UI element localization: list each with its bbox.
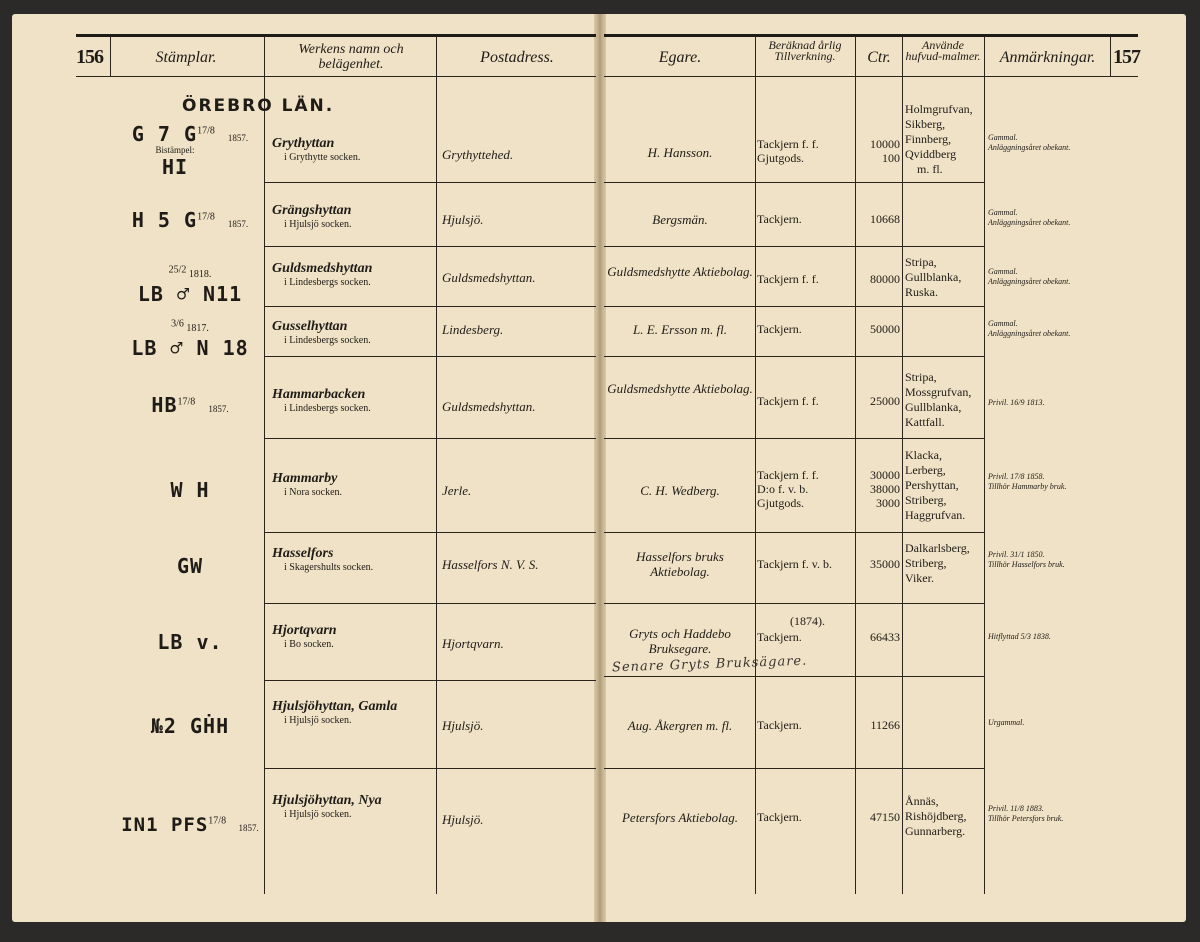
header-rule-right [604,76,1138,77]
header-mfg: Beräknad årlig Tillverkning. [768,38,842,63]
row-rule [604,182,984,183]
post-cell: Hasselfors N. V. S. [442,557,539,572]
header-ctr: Ctr. [867,49,891,66]
works-cell: Hammarby i Nora socken. [272,471,343,498]
notes-cell: Gammal. Anläggningsåret obekant. [988,319,1071,338]
stamp-mark: №2 GḢH [150,714,230,738]
ctr-cell: 80000 [870,272,900,286]
mfg-cell: Tackjern. [757,810,802,824]
post-cell: Hjortqvarn. [442,636,504,651]
mfg-cell: Tackjern. [757,212,802,226]
works-cell: Guldsmedshyttan i Lindesbergs socken. [272,261,373,288]
mfg-cell: Tackjern. [757,322,802,336]
header-ores: Använde hufvud-malmer. [905,38,981,63]
col-line [1110,36,1111,76]
notes-cell: Gammal. Anläggningsåret obekant. [988,208,1071,227]
owner-cell: Aug. Åkergren m. fl. [627,718,733,733]
ores-cell: Dalkarlsberg, Striberg, Viker. [905,541,970,585]
works-cell: Hjulsjöhyttan, Nya i Hjulsjö socken. [272,793,382,820]
notes-cell: Privil. 31/1 1850. Tillhör Hasselfors bruk. [988,550,1065,569]
post-cell: Hjulsjö. [442,212,484,227]
row-rule [264,768,596,769]
mfg-cell: Tackjern f. f. [757,394,819,408]
stamp-mark: IN1 $PFS^{17/8}$ 1857. [121,814,259,836]
ores-cell: Holmgrufvan, Sikberg, Finnberg, Qviddberg m. fl. [905,102,973,176]
header-works: Werkens namn och belägenhet. [298,42,404,72]
header-notes: Anmärkningar. [999,49,1096,66]
row-rule [604,246,984,247]
owner-cell: H. Hansson. [647,145,713,160]
notes-cell: Privil. 17/8 1858. Tillhör Hammarby bruk. [988,472,1067,491]
ctr-cell: 35000 [870,557,900,571]
book-gutter [594,14,606,922]
post-cell: Lindesberg. [442,322,504,337]
row-rule [604,356,984,357]
row-rule [604,306,984,307]
notes-cell: Privil. 11/8 1883. Tillhör Petersfors bruk. [988,804,1064,823]
ctr-cell: 25000 [870,394,900,408]
post-cell: Hjulsjö. [442,718,484,733]
stamp-extra: Bistämpel: HI [155,145,195,179]
mfg-cell: Tackjern f. f. [757,272,819,286]
notes-cell: Hitflyttad 5/3 1838. [988,632,1051,641]
top-rule-left [76,34,596,37]
stamp-mark: G 7 $G^{17/8}$ 1857. [131,122,249,146]
stamp-mark: $HB^{17/8}$ 1857. [151,393,229,417]
row-rule [604,676,984,677]
mfg-cell: Tackjern f. v. b. [757,557,833,571]
mfg-cell: Tackjern f. f. D:o f. v. b. Gjutgods. [757,468,819,510]
header-rule-left [76,76,596,77]
year-note: (1874). [790,614,825,628]
row-rule [604,438,984,439]
works-cell: Grythyttan i Grythytte socken. [272,136,361,163]
ores-cell: Ånnäs, Rishöjdberg, Gunnarberg. [905,794,967,838]
page-number-left: 156 [76,46,103,68]
post-cell: Guldsmedshyttan. [442,399,536,414]
notes-cell: Gammal. Anläggningsåret obekant. [988,133,1071,152]
owner-cell: Bergsmän. [652,212,708,227]
owner-cell: C. H. Wedberg. [640,483,720,498]
col-line [264,36,265,894]
works-cell: Grängshyttan i Hjulsjö socken. [272,203,352,230]
handwritten-note: Senare Gryts Bruksägare. [611,653,808,676]
works-cell: Hasselfors i Skagershults socken. [272,546,374,573]
works-cell: Hjortqvarn i Bo socken. [272,623,337,650]
notes-cell: Gammal. Anläggningsåret obekant. [988,267,1071,286]
works-cell: Hjulsjöhyttan, Gamla i Hjulsjö socken. [272,699,398,726]
stamp-mark: $^{25/2}$ 1818. LB ♂ N11 [137,264,243,306]
ores-cell: Stripa, Mossgrufvan, Gullblanka, Kattfall. [905,370,972,429]
ctr-cell: 10668 [870,212,900,226]
mfg-cell: Tackjern f. f. Gjutgods. [757,137,819,165]
ores-cell: Klacka, Lerberg, Pershyttan, Striberg, Haggrufvan. [905,448,966,522]
row-rule [604,532,984,533]
row-rule [264,306,596,307]
stamp-mark: H 5 $G^{17/8}$ 1857. [131,208,249,232]
ctr-cell: 47150 [870,810,900,824]
row-rule [264,356,596,357]
row-rule [264,603,596,604]
owner-cell: L. E. Ersson m. fl. [633,322,727,337]
notes-cell: Privil. 16/9 1813. [988,398,1045,407]
row-rule [604,603,984,604]
stamp-mark: GW [176,554,204,578]
notes-cell: Urgammal. [988,718,1025,727]
ctr-cell: 30000 38000 3000 [870,468,900,510]
ctr-cell: 10000 100 [870,137,900,165]
row-rule [264,246,596,247]
top-rule-right [604,34,1138,37]
header-post: Postadress. [480,49,554,66]
row-rule [264,680,596,681]
row-rule [604,768,984,769]
section-title: ÖREBRO LÄN. [182,96,335,116]
header-owner: Egare. [658,49,702,66]
col-line [902,36,903,894]
row-rule [264,182,596,183]
owner-cell: Petersfors Aktiebolag. [621,810,739,825]
owner-cell: Gryts och Haddebo Bruksegare. [629,626,731,656]
mfg-cell: Tackjern. [757,630,802,644]
col-line [755,36,756,894]
post-cell: Guldsmedshyttan. [442,270,536,285]
stamp-mark: $^{3/6}$ 1817. LB ♂ N 18 [131,318,249,360]
row-rule [264,532,596,533]
stamp-mark: LB v. [157,630,223,654]
works-cell: Hammarbacken i Lindesbergs socken. [272,387,371,414]
stamp-mark: W H [170,478,210,502]
works-cell: Gusselhyttan i Lindesbergs socken. [272,319,371,346]
ctr-cell: 11266 [870,718,900,732]
header-stamps: Stämplar. [155,49,217,66]
owner-cell: Guldsmedshytte Aktiebolag. [607,264,753,279]
post-cell: Hjulsjö. [442,812,484,827]
ctr-cell: 50000 [870,322,900,336]
ctr-cell: 66433 [870,630,900,644]
post-cell: Grythyttehed. [442,147,514,162]
page-number-right: 157 [1113,46,1140,68]
mfg-cell: Tackjern. [757,718,802,732]
row-rule [264,438,596,439]
owner-cell: Hasselfors bruks Aktiebolag. [636,549,724,579]
col-line [436,36,437,894]
post-cell: Jerle. [442,483,472,498]
ores-cell: Stripa, Gullblanka, Ruska. [905,255,962,299]
owner-cell: Guldsmedshytte Aktiebolag. [607,381,753,396]
col-line [110,36,111,76]
